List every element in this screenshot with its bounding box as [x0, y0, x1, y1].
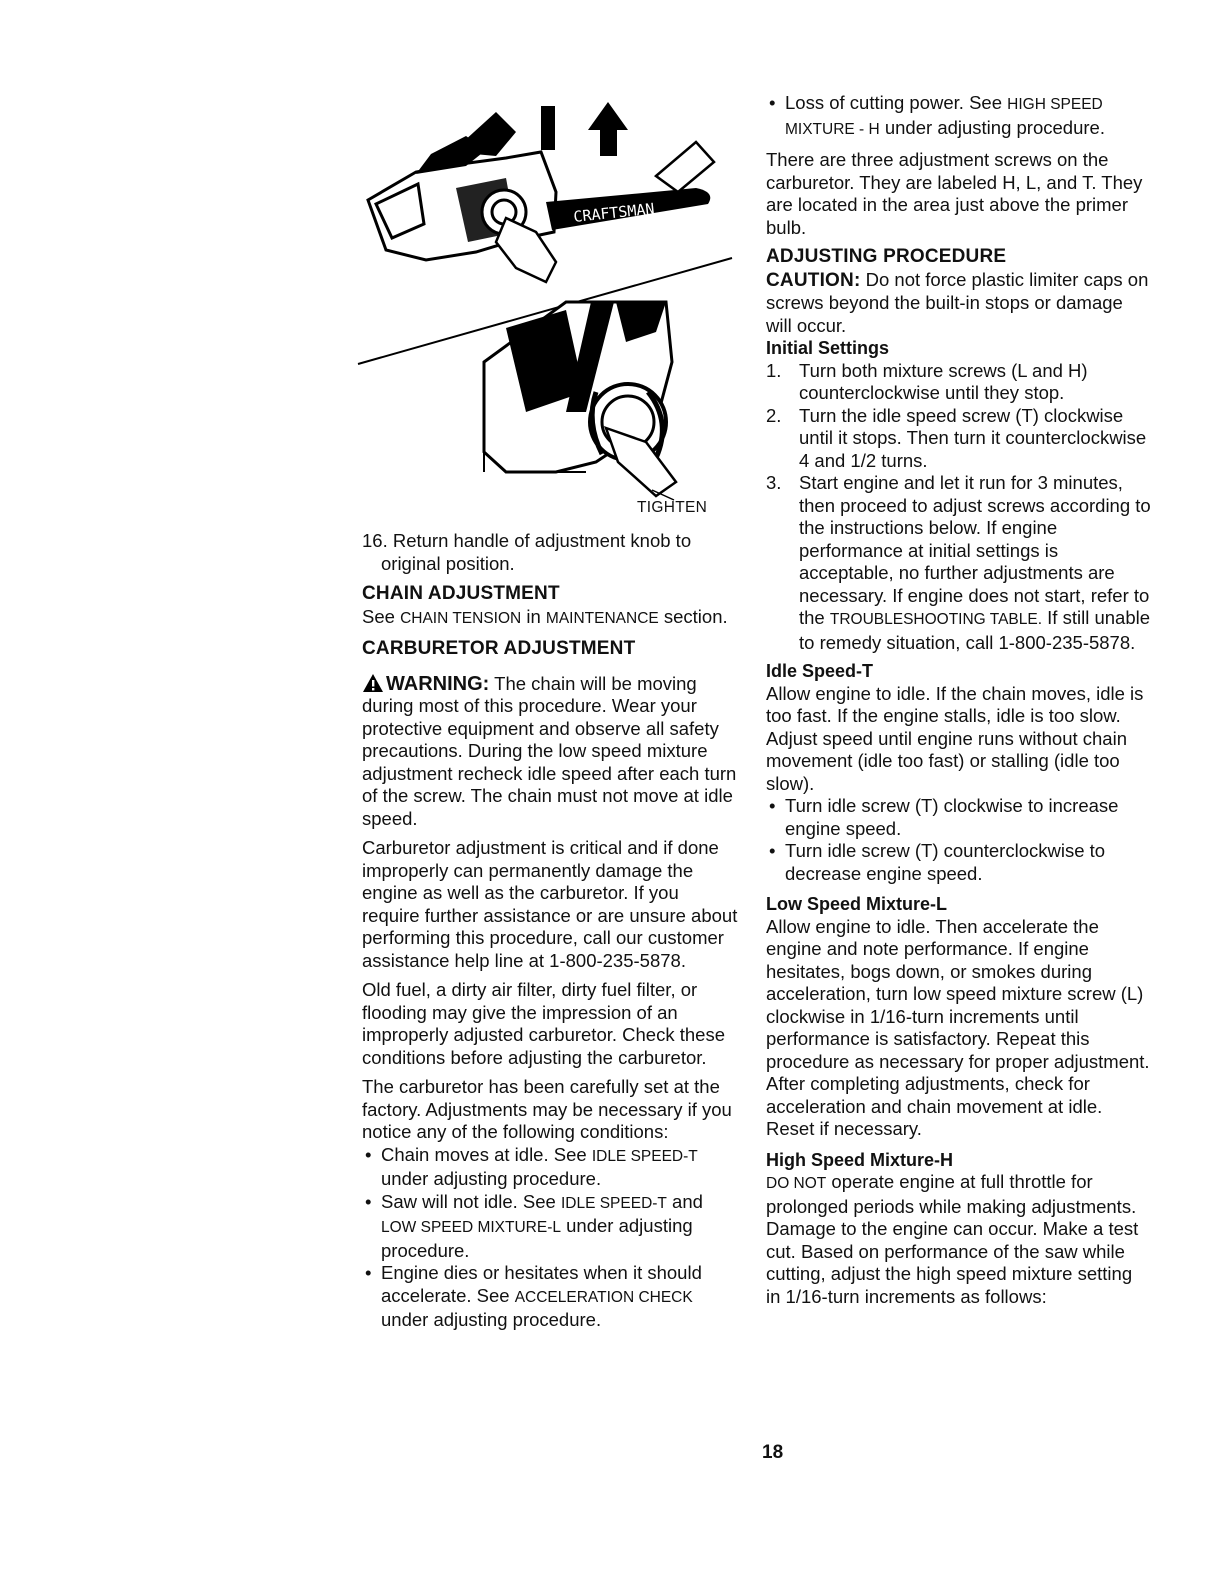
step-16: 16. Return handle of adjustment knob to original position. [362, 530, 692, 574]
list-item: 2. Turn the idle speed screw (T) clockwise until it stops. Then turn it counterclockwise 4 and 1/2 turns. [766, 404, 1147, 471]
initial-settings-steps [766, 360, 1151, 655]
initial-settings-heading: Initial Settings [766, 338, 890, 358]
page-number: 18 [762, 1442, 784, 1463]
idle-speed-heading: Idle Speed-T [766, 661, 874, 681]
adjusting-procedure-heading: ADJUSTING PROCEDURE [766, 246, 1007, 267]
right-column [766, 92, 1151, 1315]
factory-set-paragraph: The carburetor has been carefully set at the factory. Adjustments may be necessary if you notice any of the following conditions: [362, 1076, 732, 1142]
tighten-label: TIGHTEN [637, 499, 708, 516]
caution-text: Do not force plastic limiter caps on screws beyond the built-in stops or damage will occur. [766, 268, 1149, 336]
high-speed-mixture-heading: High Speed Mixture-H [766, 1149, 954, 1170]
list-item: • Saw will not idle. See IDLE SPEED-T and LOW SPEED MIXTURE-L under adjusting procedure. [362, 1191, 738, 1263]
list-item: 1. Turn both mixture screws (L and H) counterclockwise until they stop. [766, 359, 1088, 403]
caution-label: CAUTION: [766, 269, 861, 291]
chainsaw-adjustment-illustration [356, 92, 746, 522]
adjustment-screws-paragraph: There are three adjustment screws on the carburetor. They are labeled H, L, and T. They are located in the area just above the primer bulb. [766, 149, 1143, 238]
list-item: • Turn idle screw (T) clockwise to increase engine speed. [766, 795, 1151, 840]
idle-speed-list [766, 795, 1151, 885]
warning-paragraph [362, 673, 738, 831]
list-item: • Chain moves at idle. See IDLE SPEED-T under adjusting procedure. [362, 1144, 738, 1191]
list-item: • Engine dies or hesitates when it should accelerate. See ACCELERATION CHECK under adjusting procedure. [362, 1262, 738, 1332]
up-arrow-icon [588, 102, 628, 156]
warning-triangle-icon [362, 673, 384, 693]
idle-speed-paragraph: Allow engine to idle. If the chain moves, idle is too fast. If the engine stalls, idle is too slow. Adjust speed until engine runs without chain movement (idle too fast) or stalling (idle too slow). [766, 682, 1144, 794]
low-speed-mixture-paragraph: Allow engine to idle. Then accelerate the engine and note performance. If engine hesitates, bogs down, or smokes during acceleration, turn low speed mixture screw (L) clockwise in 1/16-turn increments until performance is satisfactory. Repeat this procedure as necessary for proper adjustment. After completing adjustments, check for acceleration and chain movement at idle. Reset if necessary. [766, 915, 1150, 1139]
warning-text: The chain will be moving during most of this procedure. Wear your protective equipment and observe all safety precautions. During the low speed mixture adjustment recheck idle speed after each turn of the screw. The chain must not move at idle speed. [362, 672, 737, 829]
high-speed-mixture-paragraph: DO NOT operate engine at full throttle for prolonged periods while making adjustments. Damage to the engine can occur. Make a test cut. Based on performance of the saw while cutting, adjust the high speed mixture setting in 1/16-turn increments as follows: [766, 1171, 1139, 1307]
dirty-filter-paragraph: Old fuel, a dirty air filter, dirty fuel filter, or flooding may give the impression of an improperly adjusted carburetor. Check these conditions before adjusting the carburetor. [362, 979, 725, 1068]
caution-paragraph [766, 269, 1151, 338]
conditions-list [362, 1144, 738, 1332]
list-item: • Turn idle screw (T) counterclockwise to decrease engine speed. [766, 840, 1151, 885]
list-item: • Loss of cutting power. See HIGH SPEED MIXTURE - H under adjusting procedure. [766, 92, 1151, 141]
list-item: 3. Start engine and let it run for 3 minutes, then proceed to adjust screws according to the instructions below. If engine performance at initial settings is acceptable, no further adjustments are necessary. If engine does not start, refer to the TROUBLESHOOTING TABLE. If still unable to remedy situation, call 1-800-235-5878. [766, 472, 1151, 653]
craftsman-logo: CRAFTSMAN [572, 199, 656, 226]
conditions-list-continued [766, 92, 1151, 141]
left-column [362, 530, 738, 1336]
chain-adjustment-text: See CHAIN TENSION in MAINTENANCE section. [362, 605, 728, 627]
chain-adjustment-heading: CHAIN ADJUSTMENT [362, 583, 560, 604]
carburetor-adjustment-heading: CARBURETOR ADJUSTMENT [362, 638, 636, 659]
low-speed-mixture-heading: Low Speed Mixture-L [766, 894, 948, 914]
warning-label: WARNING: [386, 672, 490, 695]
carburetor-critical-paragraph: Carburetor adjustment is critical and if done improperly can permanently damage the engine as well as the carburetor. If you require further assistance or are unsure about performing this procedure, call our customer assistance help line at 1-800-235-5878. [362, 837, 738, 971]
